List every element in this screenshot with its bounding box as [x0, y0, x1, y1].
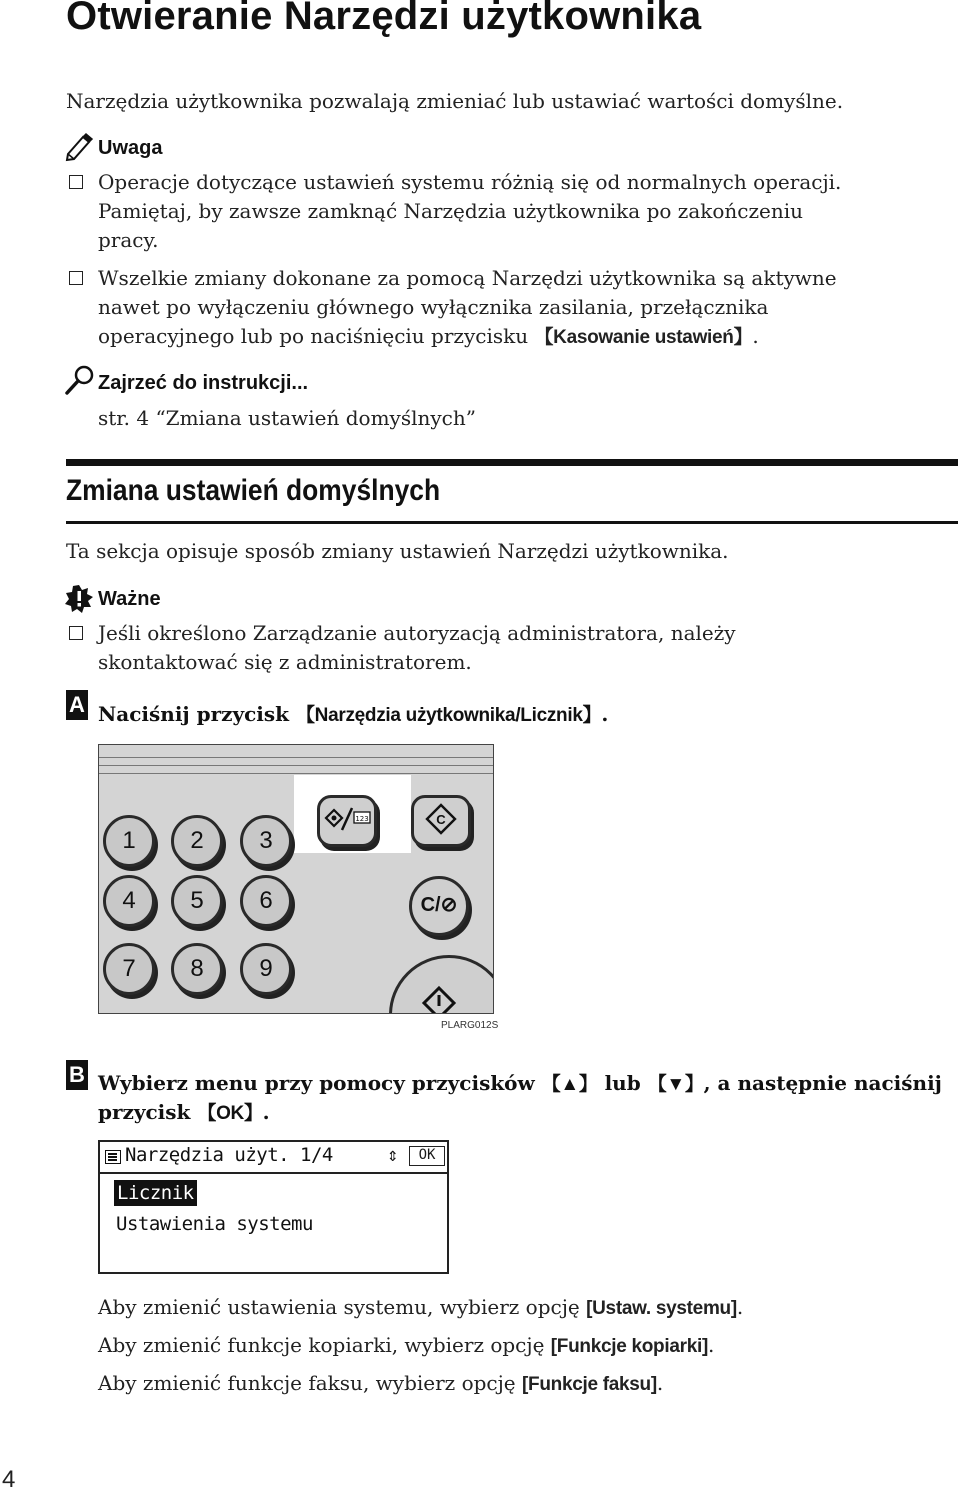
reference-link[interactable]: str. 4 “Zmiana ustawień domyślnych”: [98, 406, 476, 430]
instruction-copier: Aby zmienić funkcje kopiarki, wybierz opcję [Funkcje kopiarki].: [98, 1333, 715, 1357]
section-title: Zmiana ustawień domyślnych: [66, 474, 441, 507]
key-7[interactable]: 7: [103, 943, 155, 995]
lcd-ok-label: OK: [409, 1146, 445, 1166]
section-description: Ta sekcja opisuje sposób zmiany ustawień Narzędzi użytkownika.: [66, 539, 729, 563]
lcd-display: [98, 1140, 449, 1274]
step2-line2: przycisk 【OK】.: [98, 1100, 270, 1124]
note-item1-line3: pracy.: [98, 228, 159, 252]
pencil-icon: [64, 132, 94, 166]
up-down-arrows-icon: ⇕: [387, 1144, 398, 1166]
panel-line: [99, 773, 493, 774]
start-key[interactable]: [389, 955, 494, 1014]
lcd-selected-item[interactable]: Licznik: [114, 1180, 197, 1206]
counter-label: 123: [355, 815, 369, 823]
key-6[interactable]: 6: [240, 875, 292, 927]
lcd-menu-item[interactable]: Ustawienia systemu: [116, 1213, 313, 1235]
important-item1-line2: skontaktować się z administratorem.: [98, 650, 472, 674]
page-title: Otwieranie Narzędzi użytkownika: [66, 0, 702, 38]
important-item1-line1: Jeśli określono Zarządzanie autoryzacją administratora, należy: [98, 621, 736, 645]
control-panel-illustration: [98, 744, 494, 1014]
section-rule-top: [66, 459, 958, 466]
key-8[interactable]: 8: [171, 943, 223, 995]
step-number: B: [66, 1060, 88, 1090]
note-item2-line3: operacyjnego lub po naciśnięciu przycisku 【Kasowanie ustawień】.: [98, 324, 759, 348]
key-1[interactable]: 1: [103, 815, 155, 867]
key-9[interactable]: 9: [240, 943, 292, 995]
menu-icon: [105, 1150, 121, 1164]
instruction-system: Aby zmienić ustawienia systemu, wybierz opcję [Ustaw. systemu].: [98, 1295, 744, 1319]
note-item2-line2: nawet po wyłączeniu głównego wyłącznika zasilania, przełącznika: [98, 295, 769, 319]
reference-heading: Zajrzeć do instrukcji...: [98, 372, 309, 394]
user-tools-counter-key[interactable]: [317, 795, 377, 847]
key-reference: 【▲】: [541, 1074, 598, 1095]
checkbox-bullet: [69, 271, 83, 285]
key-5[interactable]: 5: [171, 875, 223, 927]
step2-line1: Wybierz menu przy pomocy przycisków 【▲】 lub 【▼】, a następnie naciśnij: [98, 1071, 942, 1095]
key-reference: 【Narzędzia użytkownika/Licznik】: [295, 705, 602, 726]
figure-code: PLARG012S: [441, 1020, 499, 1031]
step1-text: Naciśnij przycisk 【Narzędzia użytkownika/Licznik】.: [98, 702, 609, 726]
interrupt-clear-key[interactable]: [411, 795, 471, 847]
clear-stop-key[interactable]: C/⊘: [409, 876, 469, 936]
note-heading: Uwaga: [98, 137, 163, 159]
step-number: A: [66, 690, 88, 720]
clear-label: C: [436, 812, 446, 827]
note-item2-line1: Wszelkie zmiany dokonane za pomocą Narzędzi użytkownika są aktywne: [98, 266, 837, 290]
key-3[interactable]: 3: [240, 815, 292, 867]
instruction-fax: Aby zmienić funkcje faksu, wybierz opcję [Funkcje faksu].: [98, 1371, 664, 1395]
panel-line: [99, 765, 493, 766]
lcd-header-text: Narzędzia użyt. 1/4: [125, 1144, 333, 1166]
key-4[interactable]: 4: [103, 875, 155, 927]
section-rule-bottom: [66, 521, 958, 524]
checkbox-bullet: [69, 626, 83, 640]
magnifier-icon: [64, 364, 96, 400]
key-reference: 【Kasowanie ustawień】: [534, 327, 753, 348]
key-reference: 【OK】: [197, 1103, 263, 1124]
checkbox-bullet: [69, 175, 83, 189]
page-number: 4: [2, 1466, 16, 1493]
important-heading: Ważne: [98, 588, 161, 610]
key-reference: 【▼】: [647, 1074, 704, 1095]
note-item1-line2: Pamiętaj, by zawsze zamknąć Narzędzia użytkownika po zakończeniu: [98, 199, 804, 223]
note-item1-line1: Operacje dotyczące ustawień systemu różnią się od normalnych operacji.: [98, 170, 842, 194]
important-icon: [64, 584, 94, 618]
intro-text: Narzędzia użytkownika pozwalają zmieniać lub ustawiać wartości domyślne.: [66, 89, 844, 113]
key-2[interactable]: 2: [171, 815, 223, 867]
panel-line: [99, 757, 493, 758]
lcd-header: [100, 1142, 447, 1174]
